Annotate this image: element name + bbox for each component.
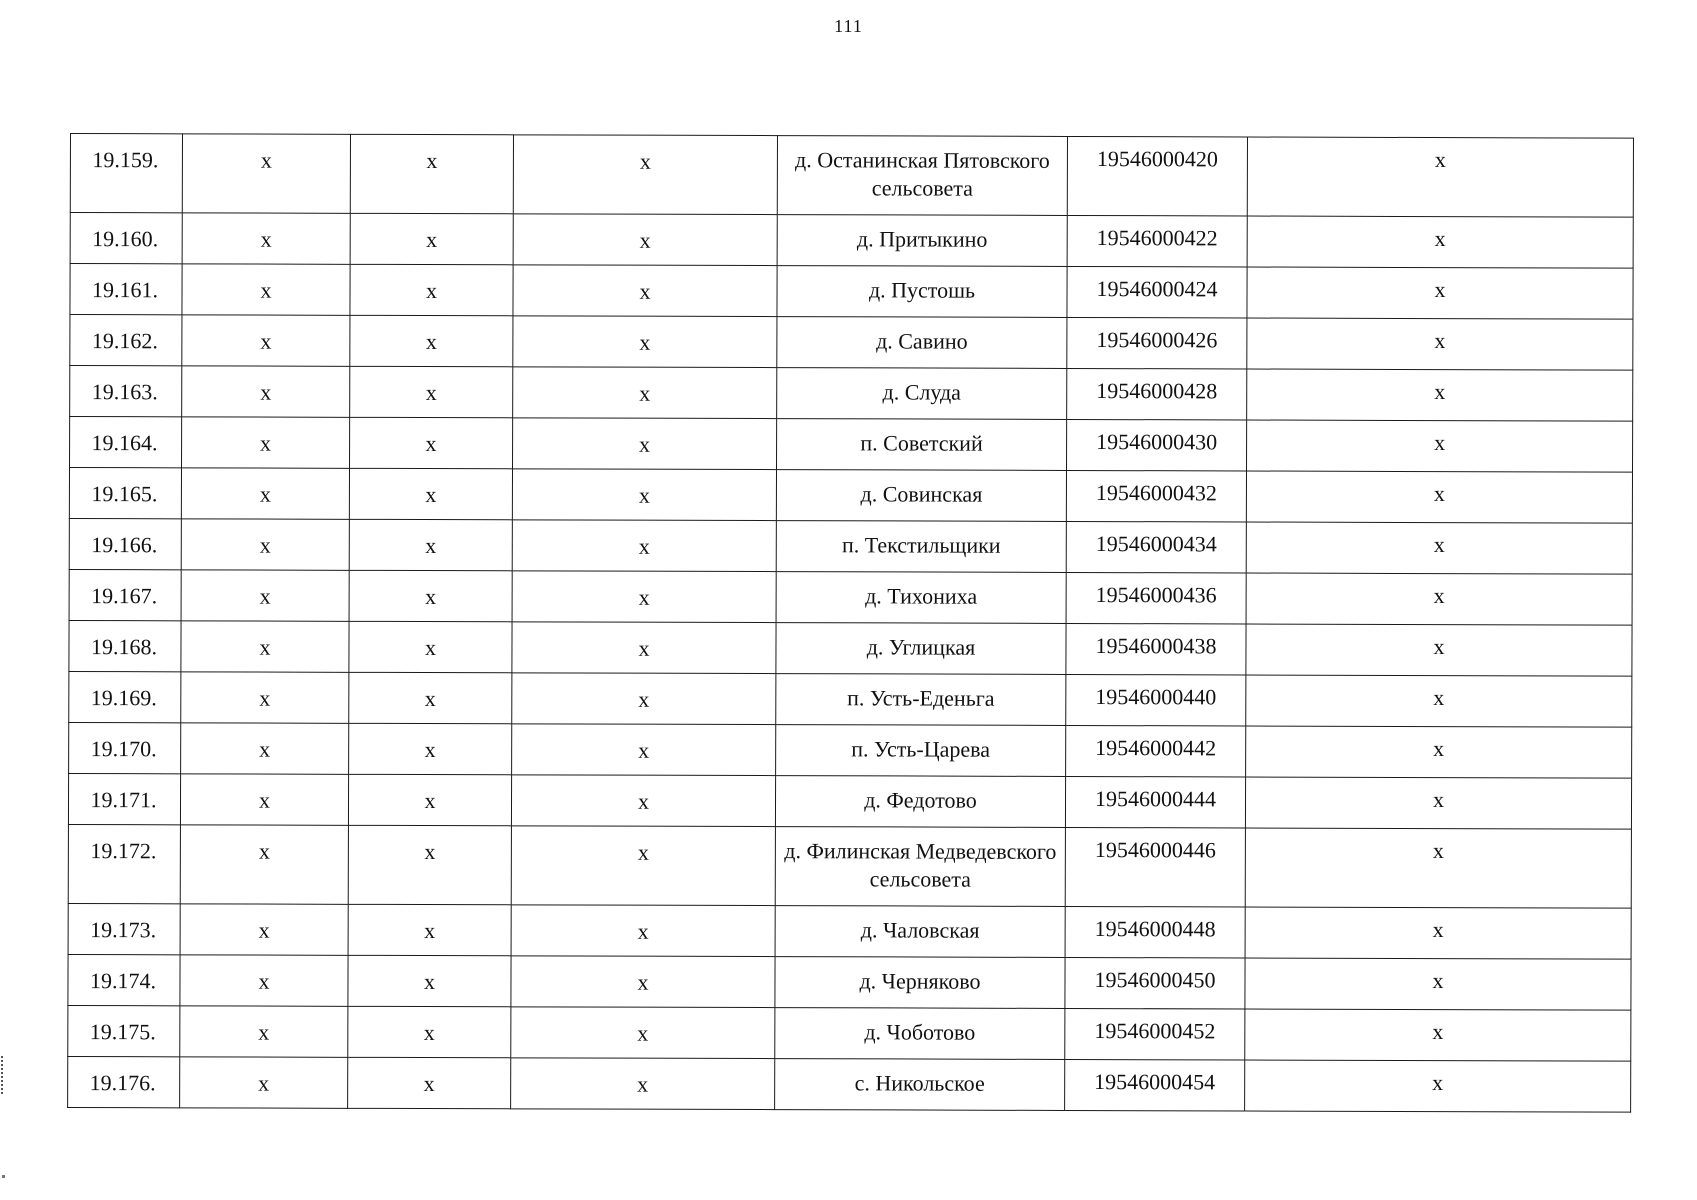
cell-x: х: [512, 520, 776, 572]
scan-margin-dot: [2, 1175, 5, 1178]
cell-x: х: [180, 825, 348, 904]
row-number: 19.162.: [70, 315, 182, 366]
cell-x: х: [513, 418, 777, 470]
settlement-code: 19546000422: [1067, 215, 1247, 267]
row-number: 19.165.: [69, 468, 181, 519]
row-number: 19.160.: [70, 213, 182, 264]
cell-x: х: [1247, 216, 1633, 268]
cell-x: х: [1246, 726, 1632, 778]
settlement-code: 19546000446: [1065, 827, 1245, 907]
cell-x: х: [180, 774, 348, 825]
cell-x: х: [348, 825, 511, 904]
table-row: [69, 569, 1632, 625]
settlement-name: д. Черняково: [775, 957, 1065, 1009]
scan-margin-marks: [1, 1056, 5, 1094]
table-row: [68, 1056, 1631, 1112]
settlement-name: с. Никольское: [775, 1059, 1065, 1111]
cell-x: х: [180, 955, 348, 1006]
table-row: [68, 903, 1631, 959]
cell-x: х: [1247, 137, 1633, 217]
page-number: 111: [834, 16, 863, 36]
settlement-name: д. Углицкая: [776, 623, 1066, 675]
cell-x: х: [350, 366, 513, 417]
row-number: 19.163.: [70, 366, 182, 417]
cell-x: х: [1247, 318, 1633, 370]
settlement-code: 19546000428: [1067, 368, 1247, 420]
table-row: [68, 773, 1631, 829]
cell-x: х: [181, 519, 349, 570]
cell-x: х: [513, 214, 777, 266]
settlement-code: 19546000438: [1066, 623, 1246, 675]
table-row: [69, 468, 1632, 524]
cell-x: х: [348, 1057, 511, 1108]
cell-x: х: [181, 723, 349, 774]
settlement-code: 19546000448: [1065, 906, 1245, 958]
cell-x: х: [1246, 471, 1632, 523]
settlement-name: д. Чоботово: [775, 1008, 1065, 1060]
settlement-name: д. Чаловская: [775, 906, 1065, 958]
cell-x: х: [1245, 907, 1631, 959]
cell-x: х: [181, 468, 349, 519]
cell-x: х: [513, 135, 777, 215]
settlement-name: д. Слуда: [777, 368, 1067, 420]
cell-x: х: [1245, 1009, 1631, 1061]
row-number: 19.169.: [69, 671, 181, 722]
cell-x: х: [348, 955, 511, 1006]
table-row: [69, 518, 1632, 574]
cell-x: х: [1245, 1060, 1631, 1112]
cell-x: х: [182, 417, 350, 468]
cell-x: х: [182, 315, 350, 366]
cell-x: х: [511, 775, 775, 827]
table-row: [68, 1005, 1631, 1061]
cell-x: х: [513, 367, 777, 419]
cell-x: х: [1247, 267, 1633, 319]
settlement-code: 19546000430: [1067, 419, 1247, 471]
row-number: 19.172.: [68, 824, 180, 903]
cell-x: х: [348, 904, 511, 955]
settlement-code: 19546000450: [1065, 957, 1245, 1009]
cell-x: х: [513, 265, 777, 317]
cell-x: х: [511, 1058, 775, 1110]
cell-x: х: [349, 723, 512, 774]
row-number: 19.171.: [68, 773, 180, 824]
cell-x: х: [511, 826, 775, 906]
table-row: [70, 134, 1633, 218]
cell-x: х: [1245, 958, 1631, 1010]
settlement-code: 19546000424: [1067, 266, 1247, 318]
cell-x: х: [1246, 522, 1632, 574]
cell-x: х: [182, 366, 350, 417]
cell-x: х: [1247, 420, 1633, 472]
row-number: 19.168.: [69, 620, 181, 671]
table-row: [68, 954, 1631, 1010]
settlement-name: п. Усть-Еденьга: [776, 674, 1066, 726]
row-number: 19.173.: [68, 903, 180, 954]
cell-x: х: [182, 213, 350, 264]
cell-x: х: [181, 570, 349, 621]
settlement-name: д. Совинская: [776, 470, 1066, 522]
table-row: [69, 722, 1632, 778]
cell-x: х: [511, 956, 775, 1008]
settlement-code: 19546000436: [1066, 572, 1246, 624]
settlement-name: д. Тихониха: [776, 572, 1066, 624]
cell-x: х: [349, 468, 512, 519]
settlement-name: д. Останинская Пятовского сельсовета: [777, 136, 1067, 216]
cell-x: х: [180, 1006, 348, 1057]
cell-x: х: [1245, 828, 1631, 908]
settlement-code: 19546000442: [1066, 725, 1246, 777]
cell-x: х: [1246, 624, 1632, 676]
cell-x: х: [512, 469, 776, 521]
cell-x: х: [1246, 573, 1632, 625]
settlement-name: п. Усть-Царева: [776, 725, 1066, 777]
row-number: 19.161.: [70, 264, 182, 315]
cell-x: х: [512, 724, 776, 776]
cell-x: х: [181, 621, 349, 672]
settlement-name: д. Савино: [777, 317, 1067, 369]
settlement-name: д. Притыкино: [777, 215, 1067, 267]
row-number: 19.167.: [69, 569, 181, 620]
settlement-code: 19546000452: [1065, 1008, 1245, 1060]
cell-x: х: [349, 621, 512, 672]
settlement-code: 19546000426: [1067, 317, 1247, 369]
table-row: [69, 620, 1632, 676]
cell-x: х: [350, 134, 513, 213]
settlement-name: п. Текстильщики: [776, 521, 1066, 573]
settlement-name: д. Пустошь: [777, 266, 1067, 318]
cell-x: х: [349, 672, 512, 723]
cell-x: х: [350, 264, 513, 315]
settlement-code: 19546000444: [1065, 776, 1245, 828]
row-number: 19.176.: [68, 1056, 180, 1107]
table-row: [69, 671, 1632, 727]
table-row: [70, 366, 1633, 422]
row-number: 19.174.: [68, 954, 180, 1005]
cell-x: х: [182, 264, 350, 315]
cell-x: х: [349, 570, 512, 621]
settlement-code: 19546000432: [1066, 470, 1246, 522]
cell-x: х: [180, 1057, 348, 1108]
settlement-name: д. Филинская Медведевского сельсовета: [775, 827, 1065, 907]
table-row: [70, 264, 1633, 320]
table-row: [70, 315, 1633, 371]
cell-x: х: [1247, 369, 1633, 421]
cell-x: х: [1245, 777, 1631, 829]
settlement-code: 19546000440: [1066, 674, 1246, 726]
settlement-code: 19546000420: [1067, 136, 1247, 216]
table-row: [70, 213, 1633, 269]
cell-x: х: [512, 673, 776, 725]
table-row: [70, 417, 1633, 473]
settlements-table: [67, 133, 1634, 1113]
table-row: [68, 824, 1631, 908]
settlement-name: п. Советский: [777, 419, 1067, 471]
row-number: 19.170.: [69, 722, 181, 773]
cell-x: х: [348, 774, 511, 825]
cell-x: х: [180, 904, 348, 955]
cell-x: х: [512, 571, 776, 623]
settlement-code: 19546000434: [1066, 521, 1246, 573]
row-number: 19.175.: [68, 1005, 180, 1056]
cell-x: х: [511, 905, 775, 957]
settlement-code: 19546000454: [1065, 1059, 1245, 1111]
cell-x: х: [350, 213, 513, 264]
settlement-name: д. Федотово: [775, 776, 1065, 828]
row-number: 19.159.: [70, 134, 182, 213]
cell-x: х: [511, 1007, 775, 1059]
cell-x: х: [348, 1006, 511, 1057]
row-number: 19.166.: [69, 518, 181, 569]
cell-x: х: [350, 315, 513, 366]
cell-x: х: [512, 622, 776, 674]
cell-x: х: [181, 672, 349, 723]
row-number: 19.164.: [70, 417, 182, 468]
cell-x: х: [1246, 675, 1632, 727]
cell-x: х: [349, 519, 512, 570]
cell-x: х: [182, 134, 350, 213]
cell-x: х: [513, 316, 777, 368]
cell-x: х: [350, 417, 513, 468]
